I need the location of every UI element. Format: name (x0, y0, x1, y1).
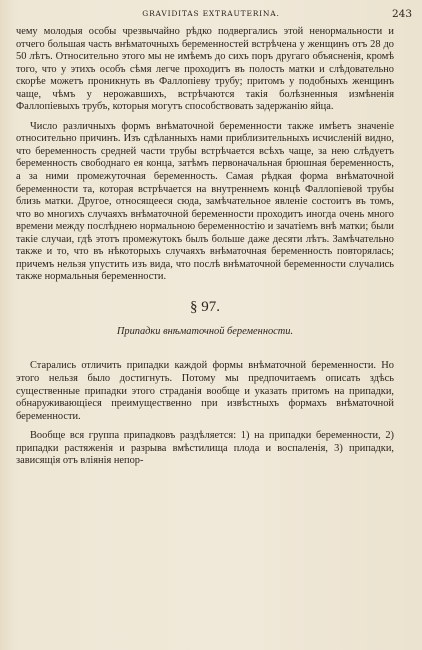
section-title: Припадки внѣматочной беременности. (116, 325, 294, 337)
page-number: 243 (391, 8, 412, 20)
paragraph-forms-of-pregnancy: Число различныхъ формъ внѣматочной беременности также имѣетъ значеніе относительно причинъ. Изъ сдѣланныхъ нами приблизительныхъ исчисленій видно, что беременность средней части трубы встрѣчается всѣхъ чаще, за нею слѣдуетъ беременность свободнаго ея конца, затѣмъ первоначальная брюшная беременность, а за ними промежуточная беременность. Самая рѣдкая форма внѣматочной беременности та, которая встрѣчается на внутреннемъ концѣ Фаллопіевой трубы близь матки. Другое, относящееся сюда, замѣчательное явленіе состоитъ въ томъ, что во многихъ случаяхъ внѣматочной беременности проходитъ иногда очень много времени между послѣднею нормальною беременностію и зачатіемъ внѣ матки; были такіе случаи, гдѣ этотъ промежутокъ былъ больше даже десяти лѣтъ. Замѣчательно также и то, что въ нѣкоторыхъ случаяхъ внѣматочная беременность повторялась; причемъ нельзя упустить изъ вида, что послѣ внѣматочной беременности случались также нормальныя беременности. (16, 120, 394, 283)
page-header (0, 8, 422, 24)
paragraph-symptom-groups: Вообще вся группа припадковъ раздѣляется: 1) на припадки беременности, 2) припадки растяженія и разрыва вмѣстилища плода и воспаленія, 3) припадки, зависящія отъ вліянія непор- (16, 430, 394, 467)
section-number: § 97. (190, 298, 220, 315)
paragraph-continued: чему молодыя особы чрезвычайно рѣдко подвергались этой ненормальности и отчего большая часть внѣматочныхъ беременностей встрѣчена у женщинъ отъ 28 до 50 лѣтъ. Относительно этого мы не имѣемъ до сихъ поръ другаго объясненія, кромѣ того, что у этихъ особъ сѣмя легче проходитъ въ полость матки и слѣдовательно скорѣе можетъ проникнуть въ Фаллопіеву трубу; притомъ у подобныхъ женщинъ чаще, чѣмъ у нерожавшихъ, встрѣчаются такія болѣзненныя измѣненія Фаллопіевыхъ трубъ, которыя могутъ способствовать задержанію яйца. (16, 26, 394, 113)
paragraph-symptoms-intro: Старались отличить припадки каждой формы внѣматочной беременности. Но этого нельзя было достигнуть. Потому мы предпочитаемъ описать здѣсь существенные припадки этого страданія вообще и указать притомъ на припадки, обнаруживающіеся преимущественно при извѣстныхъ формахъ внѣматочной беременности. (16, 360, 394, 422)
page-body (16, 26, 394, 468)
running-head: GRAVIDITAS EXTRAUTERINA. (142, 9, 280, 18)
